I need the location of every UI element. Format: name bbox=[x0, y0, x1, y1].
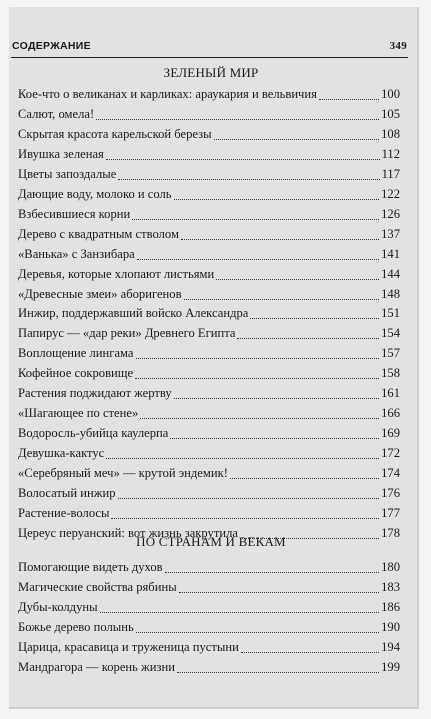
toc-entry-page: 112 bbox=[381, 146, 400, 161]
dot-leader bbox=[106, 458, 379, 459]
toc-entry-title: Девушка-кактус bbox=[18, 446, 105, 461]
toc-entry-title: Ивушка зеленая bbox=[18, 146, 104, 161]
dot-leader bbox=[214, 139, 380, 140]
toc-entry-title: Кофейное сокровище bbox=[18, 366, 134, 381]
toc-entry-title: Мандрагора — корень жизни bbox=[18, 659, 175, 674]
toc-entry bbox=[18, 660, 400, 676]
toc-entry-page: 157 bbox=[381, 346, 400, 361]
toc-entry-page: 176 bbox=[381, 486, 400, 500]
toc-entry bbox=[18, 267, 400, 283]
header-title: СОДЕРЖАНИЕ bbox=[12, 40, 91, 52]
toc-entry bbox=[18, 466, 400, 482]
dot-leader bbox=[177, 672, 379, 673]
dot-leader bbox=[118, 179, 379, 180]
toc-entry-page: 151 bbox=[381, 306, 400, 321]
dot-leader bbox=[106, 159, 380, 160]
toc-entry-page: 137 bbox=[381, 226, 400, 241]
toc-entry bbox=[18, 147, 400, 163]
toc-entry-page: 194 bbox=[381, 639, 400, 654]
dot-leader bbox=[174, 199, 380, 200]
dot-leader bbox=[237, 338, 379, 339]
toc-entry-page: 154 bbox=[381, 326, 400, 341]
toc-entry-page: 126 bbox=[381, 206, 400, 221]
toc-entry-title: Волосатый инжир bbox=[18, 486, 116, 500]
toc-entry-title: Папирус — «дар реки» Древнего Египта bbox=[18, 326, 236, 341]
toc-entry-title: Дерево с квадратным стволом bbox=[18, 226, 179, 241]
section-title: ЗЕЛЕНЫЙ МИР bbox=[163, 65, 259, 80]
toc-entry bbox=[18, 287, 400, 303]
toc-entry bbox=[18, 306, 400, 322]
toc-entry bbox=[18, 167, 400, 183]
toc-entry-title: «Ванька» с Занзибара bbox=[18, 246, 135, 261]
toc-entry-title: Деревья, которые хлопают листьями bbox=[18, 266, 215, 281]
dot-leader bbox=[136, 358, 380, 359]
toc-entry-title: Царица, красавица и труженица пустыни bbox=[18, 639, 239, 654]
toc-entry bbox=[18, 227, 400, 243]
toc-entry bbox=[18, 446, 400, 462]
toc-entry bbox=[18, 506, 400, 522]
header-page-number: 349 bbox=[389, 40, 407, 52]
toc-entry-page: 190 bbox=[381, 619, 400, 634]
dot-leader bbox=[319, 99, 379, 100]
toc-entry bbox=[18, 187, 400, 203]
dot-leader bbox=[241, 652, 379, 653]
toc-entry-title: Воплощение лингама bbox=[18, 346, 134, 361]
dot-leader bbox=[250, 318, 379, 319]
dot-leader bbox=[181, 239, 379, 240]
toc-entry bbox=[18, 580, 400, 596]
dot-leader bbox=[137, 259, 379, 260]
toc-entry bbox=[18, 620, 400, 636]
toc-entry bbox=[18, 87, 400, 103]
toc-entry bbox=[18, 107, 400, 123]
toc-entry-title: Божье дерево полынь bbox=[18, 619, 134, 634]
toc-entry-title: «Древесные змеи» аборигенов bbox=[18, 286, 182, 301]
toc-entry-title: Скрытая красота карельской березы bbox=[18, 126, 212, 141]
toc-entry bbox=[18, 486, 400, 502]
toc-entry bbox=[18, 560, 400, 576]
toc-entry bbox=[18, 326, 400, 342]
toc-entry-page: 186 bbox=[381, 599, 400, 614]
dot-leader bbox=[132, 219, 379, 220]
dot-leader bbox=[179, 592, 379, 593]
toc-entry-page: 117 bbox=[381, 166, 400, 181]
toc-entry-title: Взбесившиеся корни bbox=[18, 206, 131, 221]
toc-entry-page: 158 bbox=[381, 366, 400, 381]
toc-entry-page: 178 bbox=[381, 525, 400, 540]
dot-leader bbox=[184, 299, 380, 300]
toc-entry-title: Растения поджидают жертву bbox=[18, 386, 172, 401]
toc-entry-page: 105 bbox=[381, 106, 400, 121]
toc-entry-title: Цветы запоздалые bbox=[18, 166, 117, 181]
dot-leader bbox=[230, 478, 379, 479]
book-page bbox=[9, 7, 419, 709]
toc-entry-title: «Серебряный меч» — крутой эндемик! bbox=[18, 466, 228, 481]
toc-entry-page: 180 bbox=[381, 560, 400, 574]
toc-entry-page: 177 bbox=[381, 505, 400, 520]
toc-entry bbox=[18, 426, 400, 442]
toc-entry-page: 161 bbox=[381, 386, 400, 401]
dot-leader bbox=[96, 119, 379, 120]
toc-entry-title: Инжир, поддержавший войско Александра bbox=[18, 306, 249, 321]
toc-entry bbox=[18, 640, 400, 656]
dot-leader bbox=[136, 632, 379, 633]
toc-entry bbox=[18, 207, 400, 223]
toc-entry bbox=[18, 247, 400, 263]
toc-entry-page: 174 bbox=[381, 466, 400, 481]
toc-entry-page: 100 bbox=[381, 87, 400, 101]
toc-entry-title: Дающие воду, молоко и соль bbox=[18, 186, 172, 201]
dot-leader bbox=[165, 572, 380, 573]
toc-entry-page: 169 bbox=[381, 426, 400, 441]
toc-entry-page: 172 bbox=[381, 446, 400, 461]
toc-entry bbox=[18, 346, 400, 362]
toc-entry-page: 108 bbox=[381, 126, 400, 141]
toc-entry bbox=[18, 406, 400, 422]
dot-leader bbox=[111, 518, 379, 519]
dot-leader bbox=[100, 612, 380, 613]
toc-entry-title: «Шагающее по стене» bbox=[18, 406, 139, 421]
toc-entry-title: Растение-волосы bbox=[18, 505, 110, 520]
dot-leader bbox=[140, 418, 379, 419]
toc-entry bbox=[18, 386, 400, 402]
toc-entry-page: 166 bbox=[381, 406, 400, 421]
toc-entry-page: 199 bbox=[381, 659, 400, 674]
toc-entry-title: Цереус перуанский: вот жизнь закрутила bbox=[18, 525, 238, 540]
header-rule bbox=[11, 57, 408, 58]
toc-entry-title: Водоросль-убийца каулерпа bbox=[18, 426, 169, 441]
toc-entry-title: Помогающие видеть духов bbox=[18, 560, 163, 574]
toc-entry-title: Салют, омела! bbox=[18, 106, 95, 121]
dot-leader bbox=[174, 398, 379, 399]
dot-leader bbox=[135, 378, 379, 379]
toc-entry bbox=[18, 366, 400, 382]
toc-entry-title: Дубы-колдуны bbox=[18, 599, 98, 614]
section-title: ПО СТРАНАМ И ВЕКАМ bbox=[136, 534, 286, 549]
dot-leader bbox=[216, 279, 379, 280]
toc-entry-title: Магические свойства рябины bbox=[18, 579, 177, 594]
toc-entry-title: Кое-что о великанах и карликах: араукария и вельвичия bbox=[18, 87, 317, 101]
toc-entry-page: 148 bbox=[381, 286, 400, 301]
dot-leader bbox=[118, 498, 380, 499]
toc-entry-page: 141 bbox=[381, 246, 400, 261]
toc-entry bbox=[18, 600, 400, 616]
dot-leader bbox=[170, 438, 379, 439]
toc-entry-page: 144 bbox=[381, 266, 400, 281]
toc-entry bbox=[18, 127, 400, 143]
toc-entry-page: 122 bbox=[381, 186, 400, 201]
toc-entry-page: 183 bbox=[381, 579, 400, 594]
